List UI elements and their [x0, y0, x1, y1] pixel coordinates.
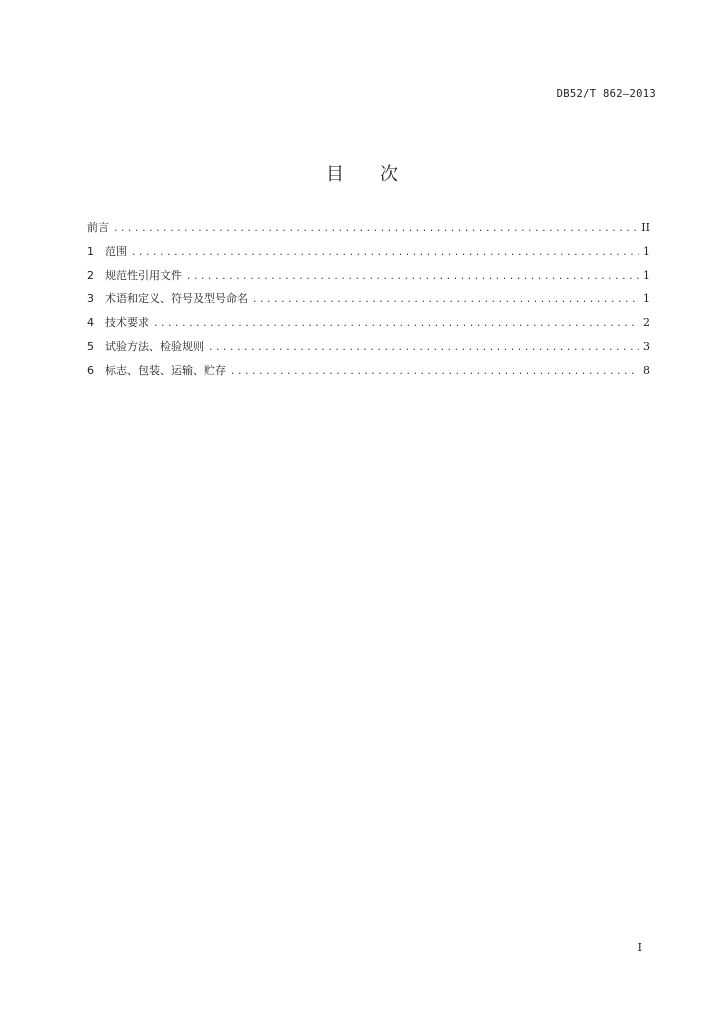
toc-entry-number: 6	[87, 363, 94, 377]
toc-entry-number: 4	[87, 316, 94, 330]
toc-entry-technical-requirements[interactable]	[87, 314, 650, 338]
toc-entry-number: 1	[87, 244, 94, 258]
toc-entry-page: 2	[643, 316, 650, 330]
toc-entry-foreword[interactable]	[87, 219, 650, 243]
toc-entry-label: 试验方法、检验规则	[105, 339, 204, 353]
toc-entry-label: 术语和定义、符号及型号命名	[105, 292, 248, 306]
toc-entry-page: 1	[643, 244, 650, 258]
toc-leader-dots	[252, 295, 639, 305]
document-code: DB52/T 862—2013	[556, 88, 656, 100]
toc-title-char-1: 目	[326, 164, 344, 185]
toc-entry-page: 3	[643, 339, 650, 353]
toc-leader-dots	[186, 272, 639, 282]
toc-entry-page: 8	[643, 363, 650, 377]
toc-entry-test-methods[interactable]	[87, 338, 650, 362]
toc-leader-dots	[113, 224, 637, 234]
toc-entry-marking-packaging[interactable]	[87, 362, 650, 386]
toc-leader-dots	[208, 343, 639, 353]
page-number: I	[637, 941, 642, 954]
toc-title	[0, 160, 724, 186]
toc-list	[87, 219, 650, 386]
toc-title-char-2: 次	[380, 164, 398, 185]
toc-entry-label: 范围	[105, 244, 127, 258]
toc-entry-label: 规范性引用文件	[105, 268, 182, 282]
toc-leader-dots	[131, 248, 639, 258]
toc-entry-number: 2	[87, 268, 94, 282]
toc-entry-scope[interactable]	[87, 243, 650, 267]
toc-entry-label: 技术要求	[105, 316, 149, 330]
toc-entry-number: 3	[87, 292, 94, 306]
toc-leader-dots	[153, 319, 639, 329]
toc-entry-label: 前言	[87, 221, 109, 234]
toc-entry-page: 1	[643, 292, 650, 306]
toc-entry-number: 5	[87, 339, 94, 353]
toc-entry-normative-references[interactable]	[87, 267, 650, 291]
toc-leader-dots	[230, 367, 639, 377]
toc-entry-page: 1	[643, 268, 650, 282]
toc-entry-page: II	[641, 221, 650, 234]
toc-entry-terms-definitions[interactable]	[87, 290, 650, 314]
toc-entry-label: 标志、包装、运输、贮存	[105, 363, 226, 377]
